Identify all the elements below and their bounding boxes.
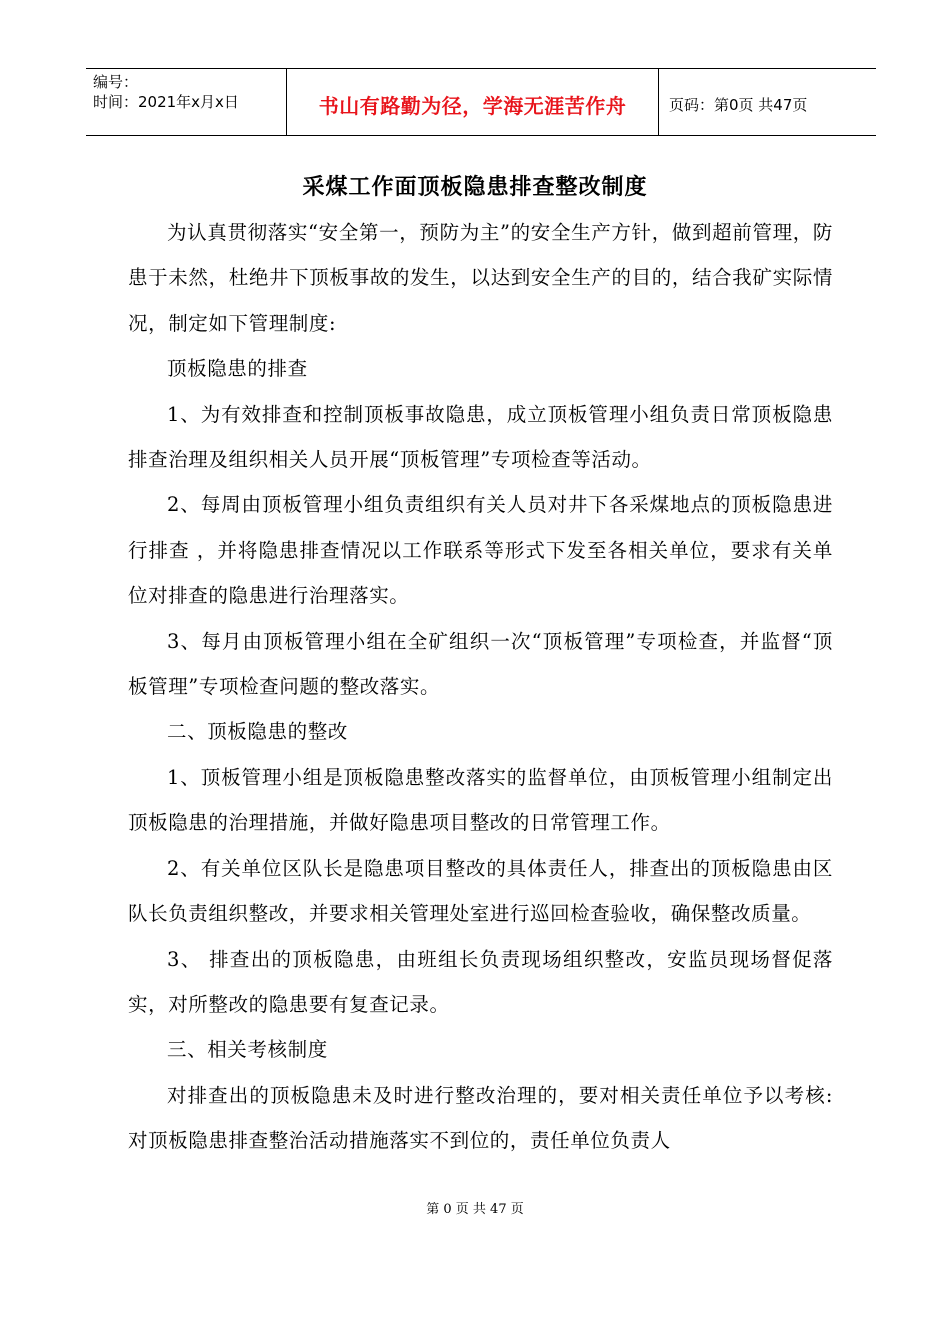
header-page-cell [659, 69, 876, 135]
paragraph: 对排查出的顶板隐患未及时进行整改治理的，要对相关责任单位予以考核: 对顶板隐患排查整治活动措施落实不到位的，责任单位负责人 [128, 1083, 833, 1153]
section-heading-3: 三、相关考核制度 [167, 1038, 328, 1062]
header-motto-cell [286, 69, 659, 135]
paragraph: 1、顶板管理小组是顶板隐患整改落实的监督单位，由顶板管理小组制定出顶板隐患的治理措施，并做好隐患项目整改的日常管理工作。 [128, 765, 833, 835]
header-meta-cell [86, 69, 286, 135]
paragraph: 2、每周由顶板管理小组负责组织有关人员对井下各采煤地点的顶板隐患进行排查 ，并将隐患排查情况以工作联系等形式下发至各相关单位，要求有关单位对排查的隐患进行治理落实。 [128, 493, 833, 608]
paragraph: 1、为有效排查和控制顶板事故隐患，成立顶板管理小组负责日常顶板隐患排查治理及组织相关人员开展“顶板管理”专项检查等活动。 [128, 402, 833, 472]
paragraph: 3、 排查出的顶板隐患，由班组长负责现场组织整改，安监员现场督促落实，对所整改的隐患要有复查记录。 [128, 947, 833, 1016]
section-heading-1: 顶板隐患的排查 [167, 357, 308, 381]
document-title: 采煤工作面顶板隐患排查整改制度 [302, 175, 648, 200]
paragraph: 3、每月由顶板管理小组在全矿组织一次“顶板管理”专项检查，并监督“顶板管理”专项检查问题的整改落实。 [128, 629, 833, 699]
paragraph-intro: 为认真贯彻落实“安全第一，预防为主”的安全生产方针，做到超前管理，防患于未然，杜绝井下顶板事故的发生，以达到安全生产的目的，结合我矿实际情况，制定如下管理制度: [128, 221, 833, 335]
paragraph: 2、有关单位区队长是隐患项目整改的具体责任人，排查出的顶板隐患由区队长负责组织整改，并要求相关管理处室进行巡回检查验收，确保整改质量。 [128, 856, 833, 926]
number-label: 编号： [93, 73, 139, 91]
time-label: 时间：2021年x月x日 [93, 93, 239, 111]
document-body [128, 210, 833, 1164]
section-heading-2: 二、顶板隐患的整改 [167, 720, 348, 744]
motto-text: 书山有路勤为径，学海无涯苦作舟 [318, 93, 627, 118]
page-label: 页码：第0页 共47页 [669, 95, 808, 114]
page-footer: 第 0 页 共 47 页 [426, 1202, 524, 1217]
header-table [86, 68, 876, 136]
